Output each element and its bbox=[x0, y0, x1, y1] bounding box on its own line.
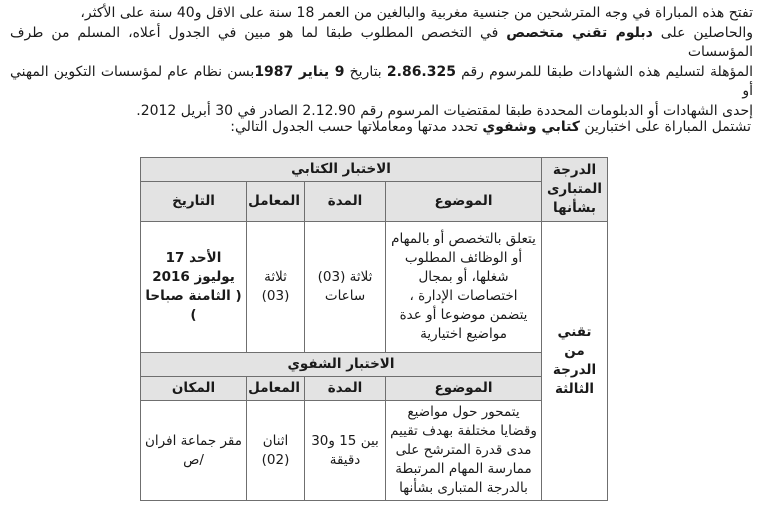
written-date-day: الأحد 17 يوليوز 2016 bbox=[152, 250, 235, 285]
decree-date: 9 يناير 1987 bbox=[254, 63, 345, 80]
oral-place: مقر جماعة افران /ص bbox=[141, 401, 247, 501]
line-4-text: إحدى الشهادات أو الدبلومات المحددة طبقا لمقتضيات المرسوم رقم 2.12.90 الصادر في 30 أبريل 2012. bbox=[136, 102, 753, 119]
written-exam-title: الاختبار الكتابي bbox=[141, 158, 542, 182]
paragraph-line-2 bbox=[10, 24, 753, 63]
eligibility-paragraph bbox=[10, 4, 753, 121]
line-2-text-c: في التخصص المطلوب طبقا لما هو مبين في الجدول أعلاه، المسلم من طرف المؤسسات bbox=[10, 24, 753, 60]
paragraph-line-3 bbox=[10, 63, 753, 102]
written-date bbox=[141, 222, 247, 353]
oral-col-place: المكان bbox=[141, 377, 247, 401]
line-3-text-a: المؤهلة لتسليم هذه الشهادات طبقا للمرسوم رقم bbox=[455, 63, 753, 80]
line-2-text-a: والحاصلين على bbox=[652, 24, 753, 41]
paragraph-line-1 bbox=[10, 4, 753, 24]
written-col-coefficient: المعامل bbox=[247, 182, 305, 222]
line-3-text-c: بتاريخ bbox=[344, 63, 387, 80]
written-col-date: التاريخ bbox=[141, 182, 247, 222]
oral-subject: يتمحور حول مواضيع وقضايا مختلفة بهدف تقييم مدى قدرة المترشح على ممارسة المهام المرتبطة بالدرجة المتبارى بشأنها bbox=[386, 401, 542, 501]
intro-text-c: تحدد مدتها ومعاملاتها حسب الجدول التالي: bbox=[230, 119, 483, 135]
line-3-text-e: بسن نظام عام لمؤسسات التكوين المهني أو bbox=[10, 63, 753, 99]
line-1-text: تفتح هذه المباراة في وجه المترشحين من جنسية مغربية والبالغين من العمر 18 سنة على الاقل و40 سنة على الأكثر، bbox=[80, 5, 753, 21]
written-duration: ثلاثة (03) ساعات bbox=[305, 222, 386, 353]
exam-intro bbox=[51, 118, 751, 137]
written-date-time: ( الثامنة صباحا ) bbox=[145, 288, 242, 323]
diploma-name: دبلوم تقني متخصص bbox=[506, 24, 653, 41]
intro-exam-types: كتابي وشفوي bbox=[482, 119, 580, 135]
written-coefficient: ثلاثة (03) bbox=[247, 222, 305, 353]
grade-value: تقني من الدرجة الثالثة bbox=[542, 222, 608, 501]
oral-duration: بين 15 و30 دقيقة bbox=[305, 401, 386, 501]
exam-table bbox=[140, 157, 608, 501]
oral-col-coefficient: المعامل bbox=[247, 377, 305, 401]
grade-header: الدرجة المتبارى بشأنها bbox=[542, 158, 608, 222]
oral-coefficient: اثنان (02) bbox=[247, 401, 305, 501]
decree-number: 2.86.325 bbox=[386, 63, 456, 80]
written-col-duration: المدة bbox=[305, 182, 386, 222]
written-col-subject: الموضوع bbox=[386, 182, 542, 222]
intro-text-a: تشتمل المباراة على اختبارين bbox=[579, 119, 751, 135]
written-subject: يتعلق بالتخصص أو بالمهام أو الوظائف المطلوب شغلها، أو بمجال اختصاصات الإدارة ، يتضمن موضوعا أو عدة مواضيع اختيارية bbox=[386, 222, 542, 353]
oral-col-duration: المدة bbox=[305, 377, 386, 401]
oral-exam-title: الاختبار الشفوي bbox=[141, 353, 542, 377]
oral-col-subject: الموضوع bbox=[386, 377, 542, 401]
